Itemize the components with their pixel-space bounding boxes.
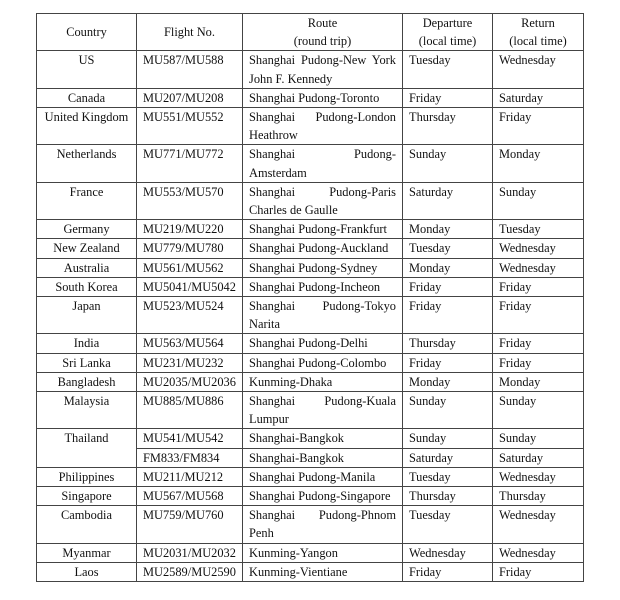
country-cell: Bangladesh [37,372,137,391]
return-cell: Sunday [493,392,584,429]
table-row [37,429,584,448]
return-cell: Friday [493,334,584,353]
country-cell: Singapore [37,487,137,506]
departure-cell: Friday [403,562,493,581]
return-cell: Monday [493,145,584,182]
return-cell: Sunday [493,182,584,219]
route-cell: Shanghai Pudong-Sydney [243,258,403,277]
table-row [37,182,584,219]
flight-number-cell: MU771/MU772 [137,145,243,182]
departure-cell: Saturday [403,182,493,219]
route-cell: Kunming-Dhaka [243,372,403,391]
header-route [243,14,403,51]
departure-cell: Tuesday [403,467,493,486]
country-cell: Laos [37,562,137,581]
country-cell: Myanmar [37,543,137,562]
flight-schedule-table [36,13,584,582]
flight-number-cell: MU523/MU524 [137,297,243,334]
return-cell: Thursday [493,487,584,506]
table-row [37,372,584,391]
route-cell: Shanghai Pudong-Incheon [243,277,403,296]
country-cell: US [37,51,137,88]
departure-cell: Friday [403,353,493,372]
flight-number-cell: MU587/MU588 [137,51,243,88]
header-route-line1: Route [307,16,338,30]
flight-number-cell: MU2589/MU2590 [137,562,243,581]
departure-cell: Tuesday [403,51,493,88]
header-departure-line2: (local time) [418,34,477,49]
departure-cell: Tuesday [403,239,493,258]
flight-number-cell: MU779/MU780 [137,239,243,258]
country-cell: Sri Lanka [37,353,137,372]
return-cell: Wednesday [493,51,584,88]
return-cell: Monday [493,372,584,391]
route-cell: Shanghai Pudong-Delhi [243,334,403,353]
country-cell: Malaysia [37,392,137,429]
departure-cell: Friday [403,88,493,107]
header-return [493,14,584,51]
route-cell: Shanghai Pudong-Singapore [243,487,403,506]
route-cell: Shanghai Pudong-London Heathrow [243,108,403,145]
departure-cell: Wednesday [403,543,493,562]
country-cell: Philippines [37,467,137,486]
header-departure [403,14,493,51]
departure-cell: Friday [403,277,493,296]
table-row [37,487,584,506]
table-row [37,239,584,258]
departure-cell: Thursday [403,487,493,506]
departure-cell: Monday [403,372,493,391]
table-row [37,145,584,182]
country-cell: Cambodia [37,506,137,543]
route-cell: Shanghai-Bangkok [243,429,403,448]
table-row [37,220,584,239]
country-cell: New Zealand [37,239,137,258]
route-cell: Shanghai-Bangkok [243,448,403,467]
departure-cell: Monday [403,258,493,277]
header-flight-no: Flight No. [137,14,243,51]
departure-cell: Monday [403,220,493,239]
return-cell: Sunday [493,429,584,448]
table-row [37,353,584,372]
flight-number-cell: MU553/MU570 [137,182,243,219]
route-cell: Kunming-Vientiane [243,562,403,581]
route-cell: Shanghai Pudong-Tokyo Narita [243,297,403,334]
return-cell: Wednesday [493,239,584,258]
route-cell: Shanghai Pudong-Paris Charles de Gaulle [243,182,403,219]
return-cell: Tuesday [493,220,584,239]
table-row [37,51,584,88]
table-row [37,258,584,277]
table-row [37,392,584,429]
departure-cell: Tuesday [403,506,493,543]
table-row [37,562,584,581]
flight-number-cell: MU211/MU212 [137,467,243,486]
flight-number-cell: MU567/MU568 [137,487,243,506]
return-cell: Friday [493,277,584,296]
route-cell: Shanghai Pudong-Toronto [243,88,403,107]
country-cell: Netherlands [37,145,137,182]
table-row [37,108,584,145]
route-cell: Shanghai Pudong-Manila [243,467,403,486]
route-cell: Shanghai Pudong-Kuala Lumpur [243,392,403,429]
flight-number-cell: MU219/MU220 [137,220,243,239]
flight-number-cell: MU561/MU562 [137,258,243,277]
flight-number-cell: MU2035/MU2036 [137,372,243,391]
departure-cell: Saturday [403,448,493,467]
route-cell: Kunming-Yangon [243,543,403,562]
table-row [37,88,584,107]
flight-number-cell: MU2031/MU2032 [137,543,243,562]
flight-number-cell: FM833/FM834 [137,448,243,467]
table-header-row [37,14,584,51]
flight-number-cell: MU231/MU232 [137,353,243,372]
return-cell: Saturday [493,448,584,467]
header-return-line1: Return [521,16,555,30]
flight-number-cell: MU541/MU542 [137,429,243,448]
table-row [37,334,584,353]
return-cell: Friday [493,108,584,145]
departure-cell: Sunday [403,429,493,448]
return-cell: Friday [493,297,584,334]
route-cell: Shanghai Pudong-Amsterdam [243,145,403,182]
header-country: Country [37,14,137,51]
departure-cell: Sunday [403,145,493,182]
table-body [37,51,584,582]
table-row [37,543,584,562]
flight-number-cell: MU551/MU552 [137,108,243,145]
route-cell: Shanghai Pudong-Frankfurt [243,220,403,239]
table-row [37,506,584,543]
departure-cell: Thursday [403,108,493,145]
return-cell: Friday [493,353,584,372]
country-cell: South Korea [37,277,137,296]
country-cell: Japan [37,297,137,334]
route-cell: Shanghai Pudong-Phnom Penh [243,506,403,543]
table-row [37,297,584,334]
route-cell: Shanghai Pudong-New York John F. Kennedy [243,51,403,88]
return-cell: Wednesday [493,543,584,562]
country-cell: Canada [37,88,137,107]
departure-cell: Sunday [403,392,493,429]
return-cell: Wednesday [493,506,584,543]
header-departure-line1: Departure [422,16,473,30]
table-row [37,467,584,486]
flight-number-cell: MU885/MU886 [137,392,243,429]
route-cell: Shanghai Pudong-Colombo [243,353,403,372]
flight-number-cell: MU759/MU760 [137,506,243,543]
departure-cell: Friday [403,297,493,334]
flight-number-cell: MU5041/MU5042 [137,277,243,296]
country-cell: India [37,334,137,353]
return-cell: Wednesday [493,258,584,277]
country-cell: Thailand [37,429,137,467]
return-cell: Saturday [493,88,584,107]
return-cell: Friday [493,562,584,581]
table-row [37,277,584,296]
country-cell: Australia [37,258,137,277]
route-cell: Shanghai Pudong-Auckland [243,239,403,258]
header-route-line2: (round trip) [293,34,352,49]
country-cell: France [37,182,137,219]
flight-number-cell: MU207/MU208 [137,88,243,107]
return-cell: Wednesday [493,467,584,486]
header-return-line2: (local time) [509,34,567,49]
country-cell: United Kingdom [37,108,137,145]
departure-cell: Thursday [403,334,493,353]
country-cell: Germany [37,220,137,239]
flight-number-cell: MU563/MU564 [137,334,243,353]
